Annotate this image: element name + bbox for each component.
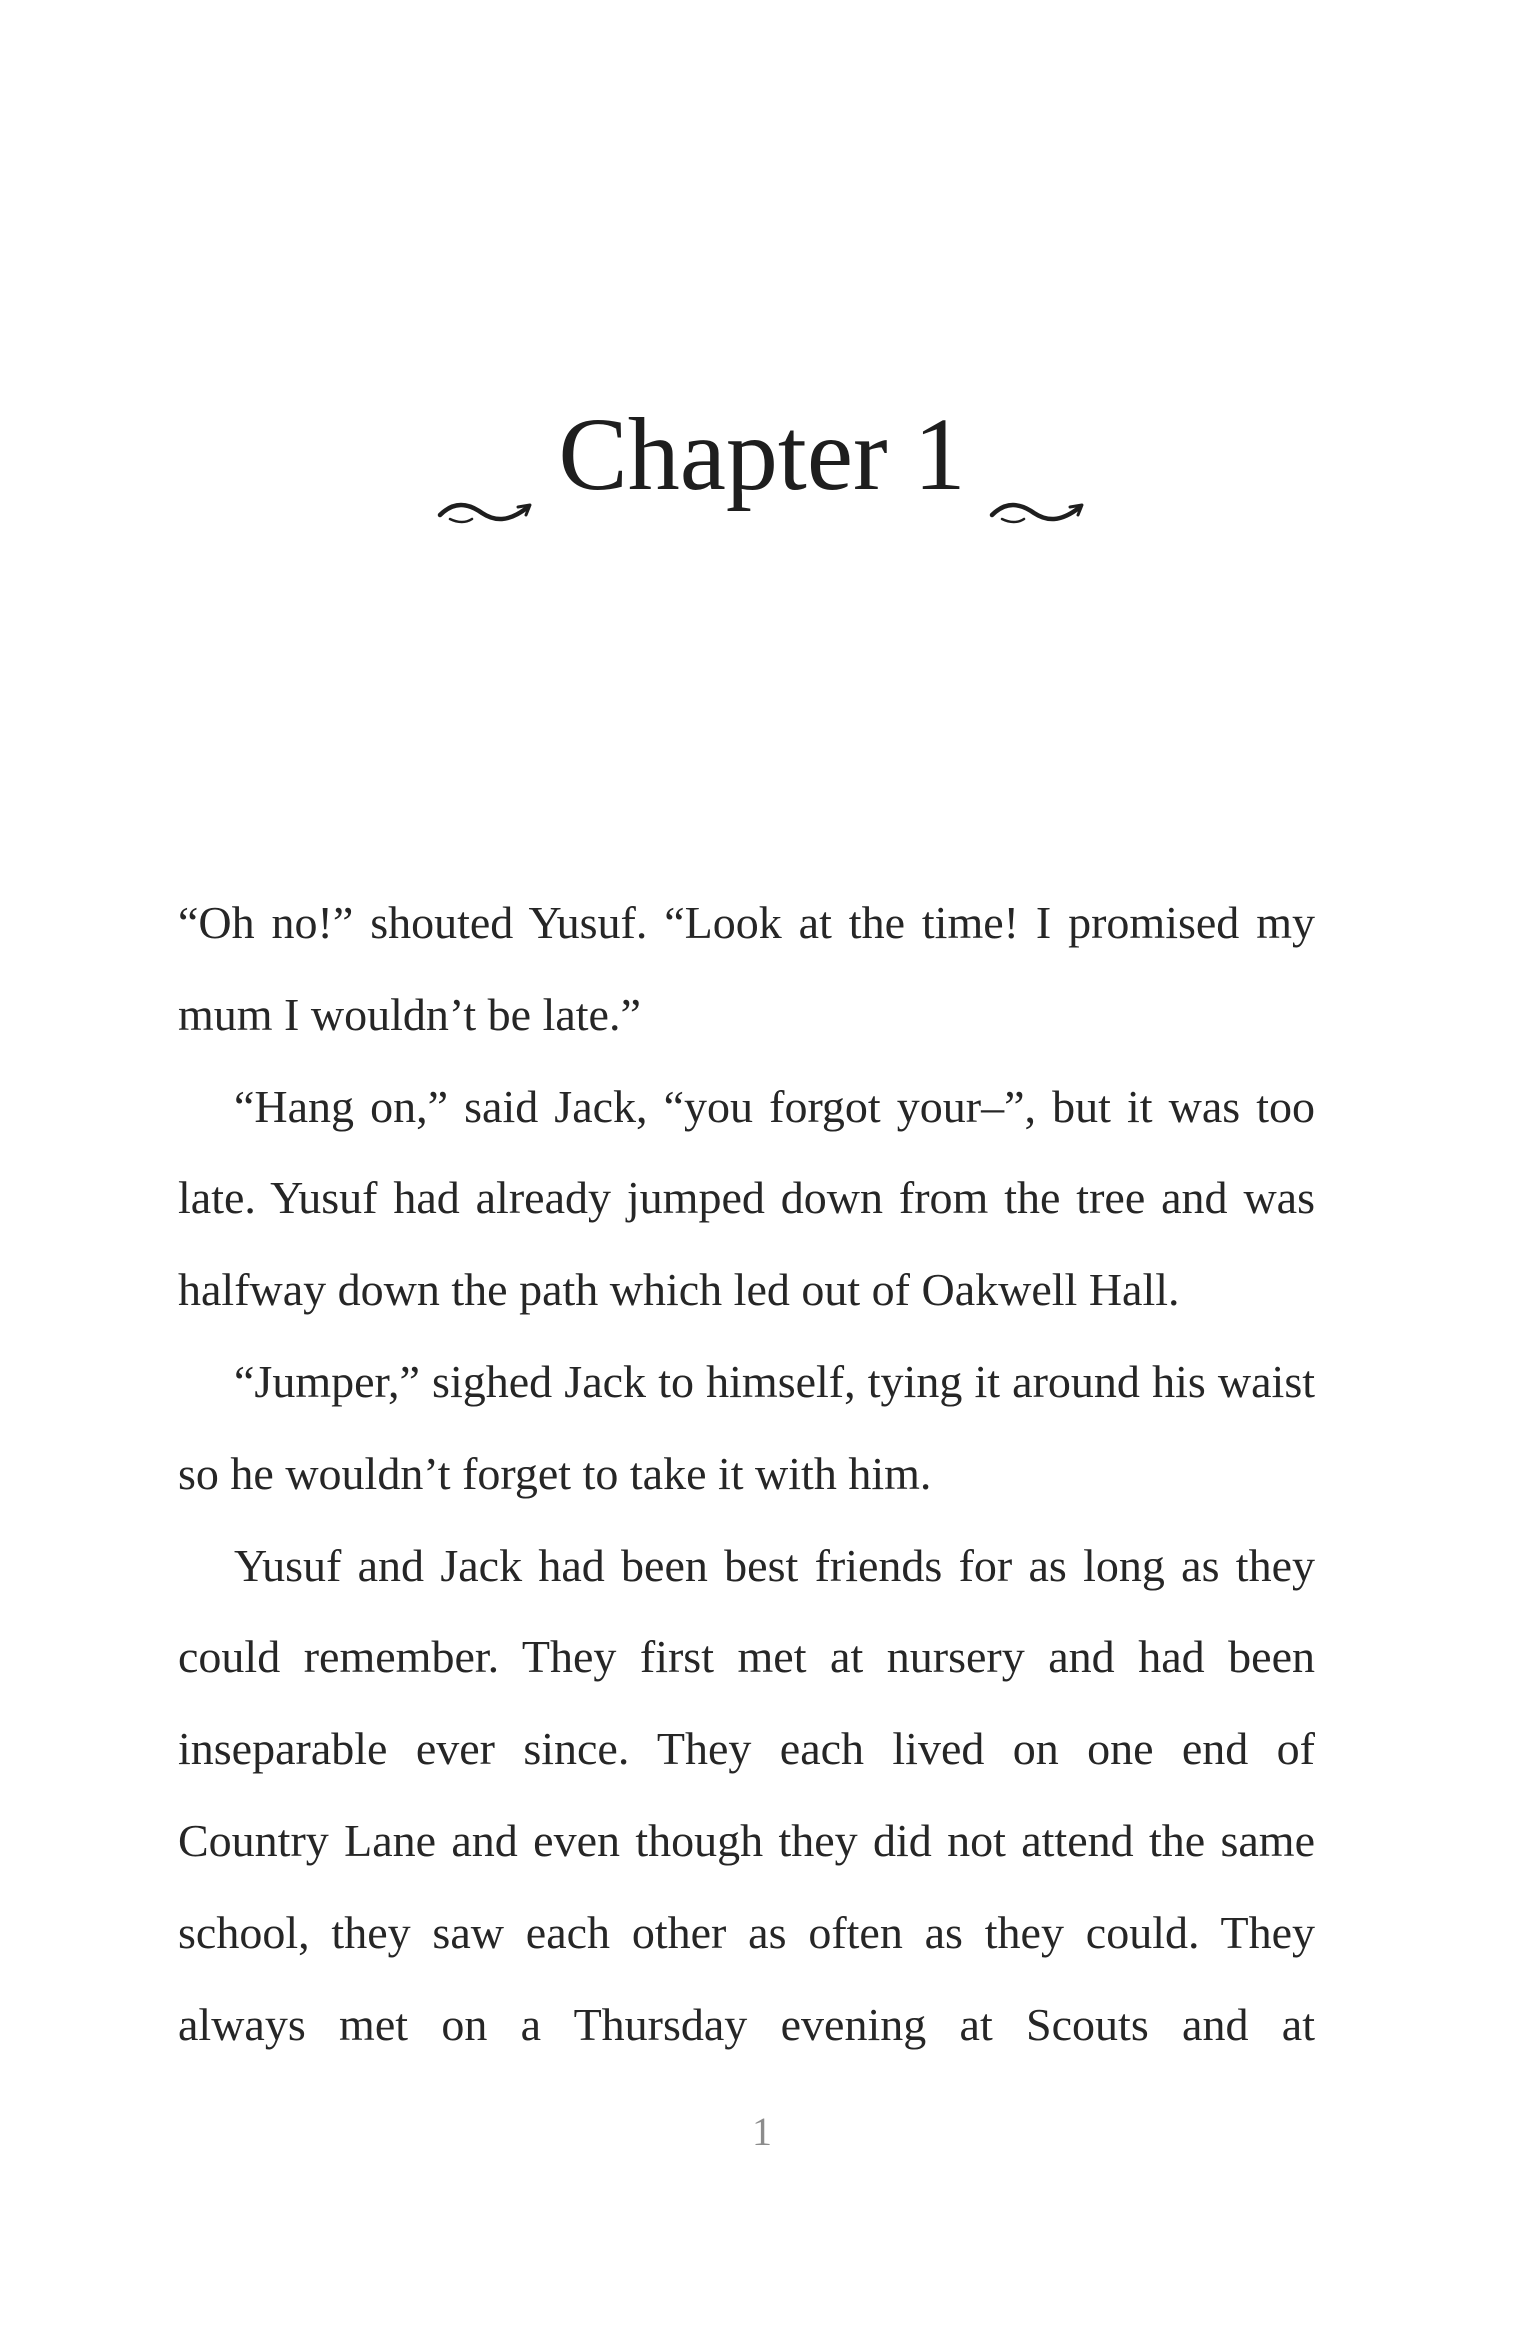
swash-ornament-left-icon	[436, 439, 536, 479]
paragraph-2: “Hang on,” said Jack, “you forgot your–”, but it was too late. Yusuf had already jumped down from the tree and was halfway down the path which led out of Oakwell Hall.	[178, 1080, 1315, 1316]
chapter-title: Chapter 1	[558, 397, 966, 512]
paragraph-3: “Jumper,” sighed Jack to himself, tying it around his waist so he wouldn’t forget to take it with him.	[178, 1355, 1315, 1499]
swash-ornament-right-icon	[988, 439, 1088, 479]
paragraph-4: Yusuf and Jack had been best friends for as long as they could remember. They first met at nursery and had been inseparable ever since. They each lived on one end of Country Lane and even though they did not attend the same school, they saw each other as often as they could. They always met on a Thursday evening at Scouts and at	[178, 1539, 1315, 2050]
paragraph-1: “Oh no!” shouted Yusuf. “Look at the time! I promised my mum I wouldn’t be late.”	[178, 897, 1315, 1040]
chapter-heading	[0, 395, 1524, 515]
page-number: 1	[752, 2109, 772, 2154]
chapter-body	[178, 877, 1315, 2070]
